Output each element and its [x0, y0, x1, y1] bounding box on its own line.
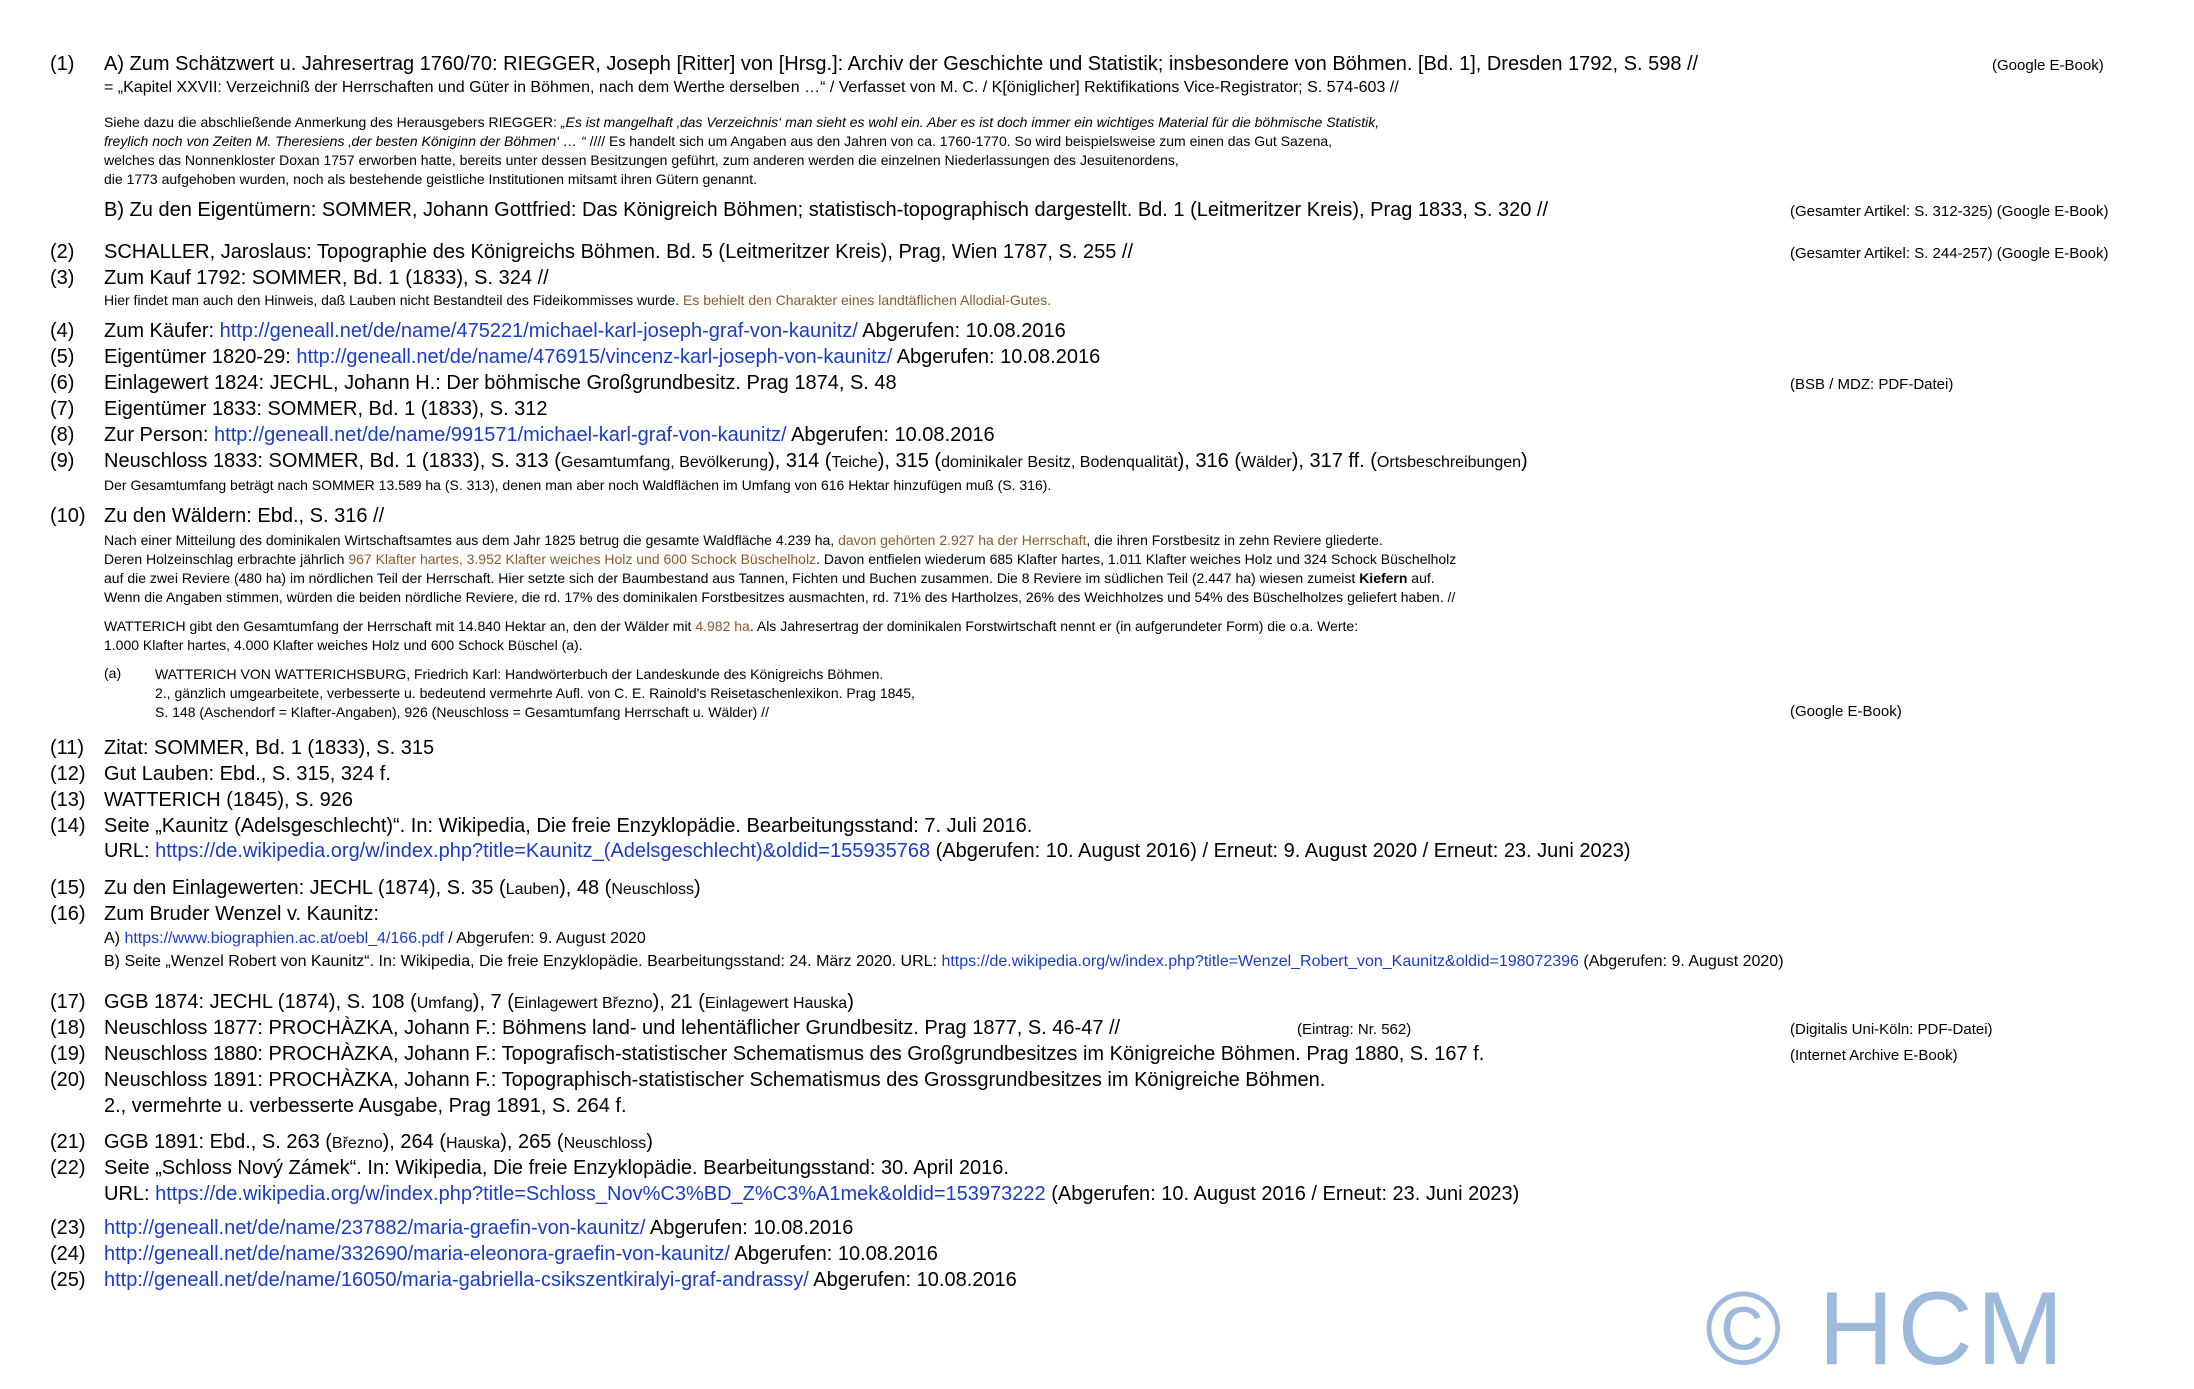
- subnote-text: WATTERICH VON WATTERICHSBURG, Friedrich Karl: Handwörterbuch der Landeskunde des Königreichs Böhmen. 2., gänzlich umgearbeitete, verbesserte u. bedeutend vermehrte Aufl. von C. E. Rainold's Reisetaschenlexikon. Prag 1845, S. 148 (Aschendorf = Klafter-Angaben), 926 (Neuschloss = Gesamtumfang Herrschaft u. Wälder) //: [155, 666, 915, 720]
- footnote-text: 2., vermehrte u. verbesserte Ausgabe, Prag 1891, S. 264 f.: [104, 1095, 627, 1117]
- footnote-text: URL: https://de.wikipedia.org/w/index.php?title=Kaunitz_(Adelsgeschlecht)&oldid=155935768 (Abgerufen: 10. August 2016) / Erneut: 9. August 2020 / Erneut: 23. Juni 2023): [104, 840, 1631, 862]
- footnote-text: Neuschloss 1877: PROCHÀZKA, Johann F.: Böhmens land- und lehentäflicher Grundbesitz. Prag 1877, S. 46-47 //: [104, 1017, 1121, 1039]
- footnote-number: (21): [50, 1131, 86, 1153]
- footnote-number: (4): [50, 320, 75, 342]
- footnote-number: (19): [50, 1043, 86, 1065]
- footnote-number: (8): [50, 424, 75, 446]
- geneall-link[interactable]: http://geneall.net/de/name/475221/michael-karl-joseph-graf-von-kaunitz/: [219, 320, 858, 342]
- wikipedia-link[interactable]: https://de.wikipedia.org/w/index.php?title=Schloss_Nov%C3%BD_Z%C3%A1mek&oldid=153973222: [155, 1183, 1046, 1205]
- footnote-number: (10): [50, 505, 86, 527]
- source-label: (BSB / MDZ: PDF-Datei): [1790, 376, 1954, 393]
- source-label: (Gesamter Artikel: S. 244-257) (Google E-Book): [1790, 245, 2109, 262]
- entry-label: (Eintrag: Nr. 562): [1297, 1021, 1412, 1038]
- footnote-number: (24): [50, 1243, 86, 1265]
- footnote-text: http://geneall.net/de/name/237882/maria-graefin-von-kaunitz/ Abgerufen: 10.08.2016: [104, 1217, 854, 1239]
- geneall-link[interactable]: http://geneall.net/de/name/332690/maria-eleonora-graefin-von-kaunitz/: [104, 1243, 730, 1265]
- footnote-number: (9): [50, 450, 75, 472]
- footnote-number: (18): [50, 1017, 86, 1039]
- footnote-note: Nach einer Mitteilung des dominikalen Wirtschaftsamtes aus dem Jahr 1825 betrug die gesamte Waldfläche 4.239 ha, davon gehörten 2.927 ha der Herrschaft, die ihren Forstbesitz in zehn Reviere gliederte. Deren Holzeinschlag erbrachte jährlich 967 Klafter hartes, 3.952 Klafter weiches Holz und 600 Schock Büschelholz. Davon entfielen wiederum 685 Klafter hartes, 1.011 Klafter weiches Holz und 324 Schock Büschelholz auf die zwei Reviere (480 ha) im nördlichen Teil der Herrschaft. Hier setzte sich der Baumbestand aus Tannen, Fichten und Buchen zusammen. Die 8 Reviere im südlichen Teil (2.447 ha) wiesen zumeist Kiefern auf. Wenn die Angaben stimmen, würden die beiden nördliche Reviere, die rd. 17% des dominikalen Forstbesitzes ausmachten, rd. 71% des Hartholzes, 26% des Weichholzes und 54% des Büschelholzes geliefert haben. //: [104, 532, 1457, 605]
- footnote-text: Einlagewert 1824: JECHL, Johann H.: Der böhmische Großgrundbesitz. Prag 1874, S. 48: [104, 372, 897, 394]
- footnote-text: Eigentümer 1820-29: http://geneall.net/de/name/476915/vincenz-karl-joseph-von-kaunitz/ Abgerufen: 10.08.2016: [104, 346, 1101, 368]
- footnote-number: (14): [50, 815, 86, 837]
- footnote-number: (2): [50, 241, 75, 263]
- source-label: (Digitalis Uni-Köln: PDF-Datei): [1790, 1021, 1993, 1038]
- wikipedia-link[interactable]: https://de.wikipedia.org/w/index.php?title=Wenzel_Robert_von_Kaunitz&oldid=198072396: [941, 953, 1579, 970]
- source-label: (Internet Archive E-Book): [1790, 1047, 1958, 1064]
- footnote-text: Zu den Wäldern: Ebd., S. 316 //: [104, 505, 385, 527]
- footnote-text: SCHALLER, Jaroslaus: Topographie des Königreichs Böhmen. Bd. 5 (Leitmeritzer Kreis), Prag, Wien 1787, S. 255 //: [104, 241, 1134, 263]
- footnote-text: Seite „Kaunitz (Adelsgeschlecht)“. In: Wikipedia, Die freie Enzyklopädie. Bearbeitungsstand: 7. Juli 2016.: [104, 815, 1033, 837]
- copyright-watermark: © HCM: [1705, 1271, 2068, 1387]
- footnote-note: A) https://www.biographien.ac.at/oebl_4/166.pdf / Abgerufen: 9. August 2020: [104, 930, 646, 947]
- footnote-text: Zur Person: http://geneall.net/de/name/991571/michael-karl-graf-von-kaunitz/ Abgerufen: 10.08.2016: [104, 424, 995, 446]
- footnote-text: Gut Lauben: Ebd., S. 315, 324 f.: [104, 763, 391, 785]
- footnote-number: (23): [50, 1217, 86, 1239]
- source-label: (Gesamter Artikel: S. 312-325) (Google E-Book): [1790, 203, 2109, 220]
- footnote-text: GGB 1891: Ebd., S. 263 (Březno), 264 (Hauska), 265 (Neuschloss): [104, 1131, 653, 1153]
- footnote-text: Neuschloss 1833: SOMMER, Bd. 1 (1833), S. 313 (Gesamtumfang, Bevölkerung), 314 (Teiche), 315 (dominikaler Besitz, Bodenqualität), 316 (Wälder), 317 ff. (Ortsbeschreibungen): [104, 450, 1528, 472]
- biographien-link[interactable]: https://www.biographien.ac.at/oebl_4/166.pdf: [124, 930, 444, 947]
- footnote-text: Neuschloss 1891: PROCHÀZKA, Johann F.: Topographisch-statistischer Schematismus des Grossgrundbesitzes im Königreiche Böhmen.: [104, 1069, 1326, 1091]
- footnote-number: (17): [50, 991, 86, 1013]
- footnote-text: Zu den Einlagewerten: JECHL (1874), S. 35 (Lauben), 48 (Neuschloss): [104, 877, 701, 899]
- footnote-text: B) Zu den Eigentümern: SOMMER, Johann Gottfried: Das Königreich Böhmen; statistisch-topographisch dargestellt. Bd. 1 (Leitmeritzer Kreis), Prag 1833, S. 320 //: [104, 199, 1549, 221]
- footnote-note: WATTERICH gibt den Gesamtumfang der Herrschaft mit 14.840 Hektar an, den der Wälder mit 4.982 ha. Als Jahresertrag der dominikalen Forstwirtschaft nennt er (in aufgerundeter Form) die o.a. Werte: 1.000 Klafter hartes, 4.000 Klafter weiches Holz und 600 Schock Büschel (a).: [104, 618, 1359, 653]
- footnote-number: (13): [50, 789, 86, 811]
- footnote-number: (15): [50, 877, 86, 899]
- footnote-text: Zum Kauf 1792: SOMMER, Bd. 1 (1833), S. 324 //: [104, 267, 549, 289]
- footnote-text: Zum Käufer: http://geneall.net/de/name/475221/michael-karl-joseph-graf-von-kaunitz/ Abgerufen: 10.08.2016: [104, 320, 1066, 342]
- footnote-number: (5): [50, 346, 75, 368]
- geneall-link[interactable]: http://geneall.net/de/name/476915/vincenz-karl-joseph-von-kaunitz/: [296, 346, 893, 368]
- footnote-number: (6): [50, 372, 75, 394]
- footnote-text: http://geneall.net/de/name/332690/maria-eleonora-graefin-von-kaunitz/ Abgerufen: 10.08.2016: [104, 1243, 938, 1265]
- footnote-text: A) Zum Schätzwert u. Jahresertrag 1760/70: RIEGGER, Joseph [Ritter] von [Hrsg.]: Archiv der Geschichte und Statistik; insbesondere von Böhmen. [Bd. 1], Dresden 1792, S. 598 //: [104, 53, 1699, 75]
- footnote-text: WATTERICH (1845), S. 926: [104, 789, 353, 811]
- geneall-link[interactable]: http://geneall.net/de/name/237882/maria-graefin-von-kaunitz/: [104, 1217, 646, 1239]
- footnote-text: Zitat: SOMMER, Bd. 1 (1833), S. 315: [104, 737, 435, 759]
- footnote-number: (3): [50, 267, 75, 289]
- footnote-text: URL: https://de.wikipedia.org/w/index.php?title=Schloss_Nov%C3%BD_Z%C3%A1mek&oldid=153973222 (Abgerufen: 10. August 2016 / Erneut: 23. Juni 2023): [104, 1183, 1520, 1205]
- footnote-text: Eigentümer 1833: SOMMER, Bd. 1 (1833), S. 312: [104, 398, 548, 420]
- footnote-note: Der Gesamtumfang beträgt nach SOMMER 13.589 ha (S. 313), denen man aber noch Waldflächen im Umfang von 616 Hektar hinzufügen muß (S. 316).: [104, 477, 1052, 493]
- footnote-number: (25): [50, 1269, 86, 1291]
- footnote-number: (7): [50, 398, 75, 420]
- footnote-note: B) Seite „Wenzel Robert von Kaunitz“. In: Wikipedia, Die freie Enzyklopädie. Bearbeitungsstand: 24. März 2020. URL: https://de.wikipedia.org/w/index.php?title=Wenzel_Robert_von_Kaunitz&oldid=198072396 (Abgerufen: 9. August 2020): [104, 953, 1784, 970]
- footnote-text: Neuschloss 1880: PROCHÀZKA, Johann F.: Topografisch-statistischer Schematismus des Großgrundbesitzes im Königreiche Böhmen. Prag 1880, S. 167 f.: [104, 1043, 1485, 1065]
- footnote-note: Hier findet man auch den Hinweis, daß Lauben nicht Bestandteil des Fideikommisses wurde. Es behielt den Charakter eines landtäflichen Allodial-Gutes.: [104, 292, 1052, 308]
- geneall-link[interactable]: http://geneall.net/de/name/16050/maria-gabriella-csikszentkiralyi-graf-andrassy/: [104, 1269, 809, 1291]
- footnote-number: (22): [50, 1157, 86, 1179]
- footnote-number: (12): [50, 763, 86, 785]
- footnote-text: Zum Bruder Wenzel v. Kaunitz:: [104, 903, 379, 925]
- source-label: (Google E-Book): [1790, 703, 1902, 720]
- source-label: (Google E-Book): [1992, 57, 2104, 74]
- subnote-label: (a): [104, 665, 122, 681]
- footnote-text: Seite „Schloss Nový Zámek“. In: Wikipedia, Die freie Enzyklopädie. Bearbeitungsstand: 30. April 2016.: [104, 1157, 1009, 1179]
- footnote-number: (11): [50, 737, 85, 759]
- footnote-number: (1): [50, 53, 75, 75]
- footnote-text: = „Kapitel XXVII: Verzeichniß der Herrschaften und Güter in Böhmen, nach dem Werthe derselben …“ / Verfasset von M. C. / K[öniglicher] Rektifikations Vice-Registrator; S. 574-603 //: [104, 79, 1399, 96]
- footnote-text: GGB 1874: JECHL (1874), S. 108 (Umfang), 7 (Einlagewert Březno), 21 (Einlagewert Hauska): [104, 991, 854, 1013]
- wikipedia-link[interactable]: https://de.wikipedia.org/w/index.php?title=Kaunitz_(Adelsgeschlecht)&oldid=155935768: [155, 840, 931, 862]
- footnote-number: (16): [50, 903, 86, 925]
- footnote-text: http://geneall.net/de/name/16050/maria-gabriella-csikszentkiralyi-graf-andrassy/ Abgerufen: 10.08.2016: [104, 1269, 1017, 1291]
- footnote-number: (20): [50, 1069, 86, 1091]
- geneall-link[interactable]: http://geneall.net/de/name/991571/michael-karl-graf-von-kaunitz/: [214, 424, 787, 446]
- footnote-note: Siehe dazu die abschließende Anmerkung des Herausgebers RIEGGER: „Es ist mangelhaft ‚das Verzeichnis‘ man sieht es wohl ein. Aber es ist doch immer ein wichtiges Material für die böhmische Statistik, freylich noch von Zeiten M. Theresiens ‚der besten Königinn der Böhmen‘ … “ //// Es handelt sich um Angaben aus den Jahren von ca. 1760-1770. So wird beispielsweise zum einen das Gut Sazena, welches das Nonnenkloster Doxan 1757 erworben hatte, bereits unter dessen Besitzungen geführt, zum anderen werden die einzelnen Niederlassungen des Jesuitenordens, die 1773 aufgehoben wurden, noch als bestehende geistliche Institutionen mitsamt ihren Gütern genannt.: [104, 114, 1380, 187]
